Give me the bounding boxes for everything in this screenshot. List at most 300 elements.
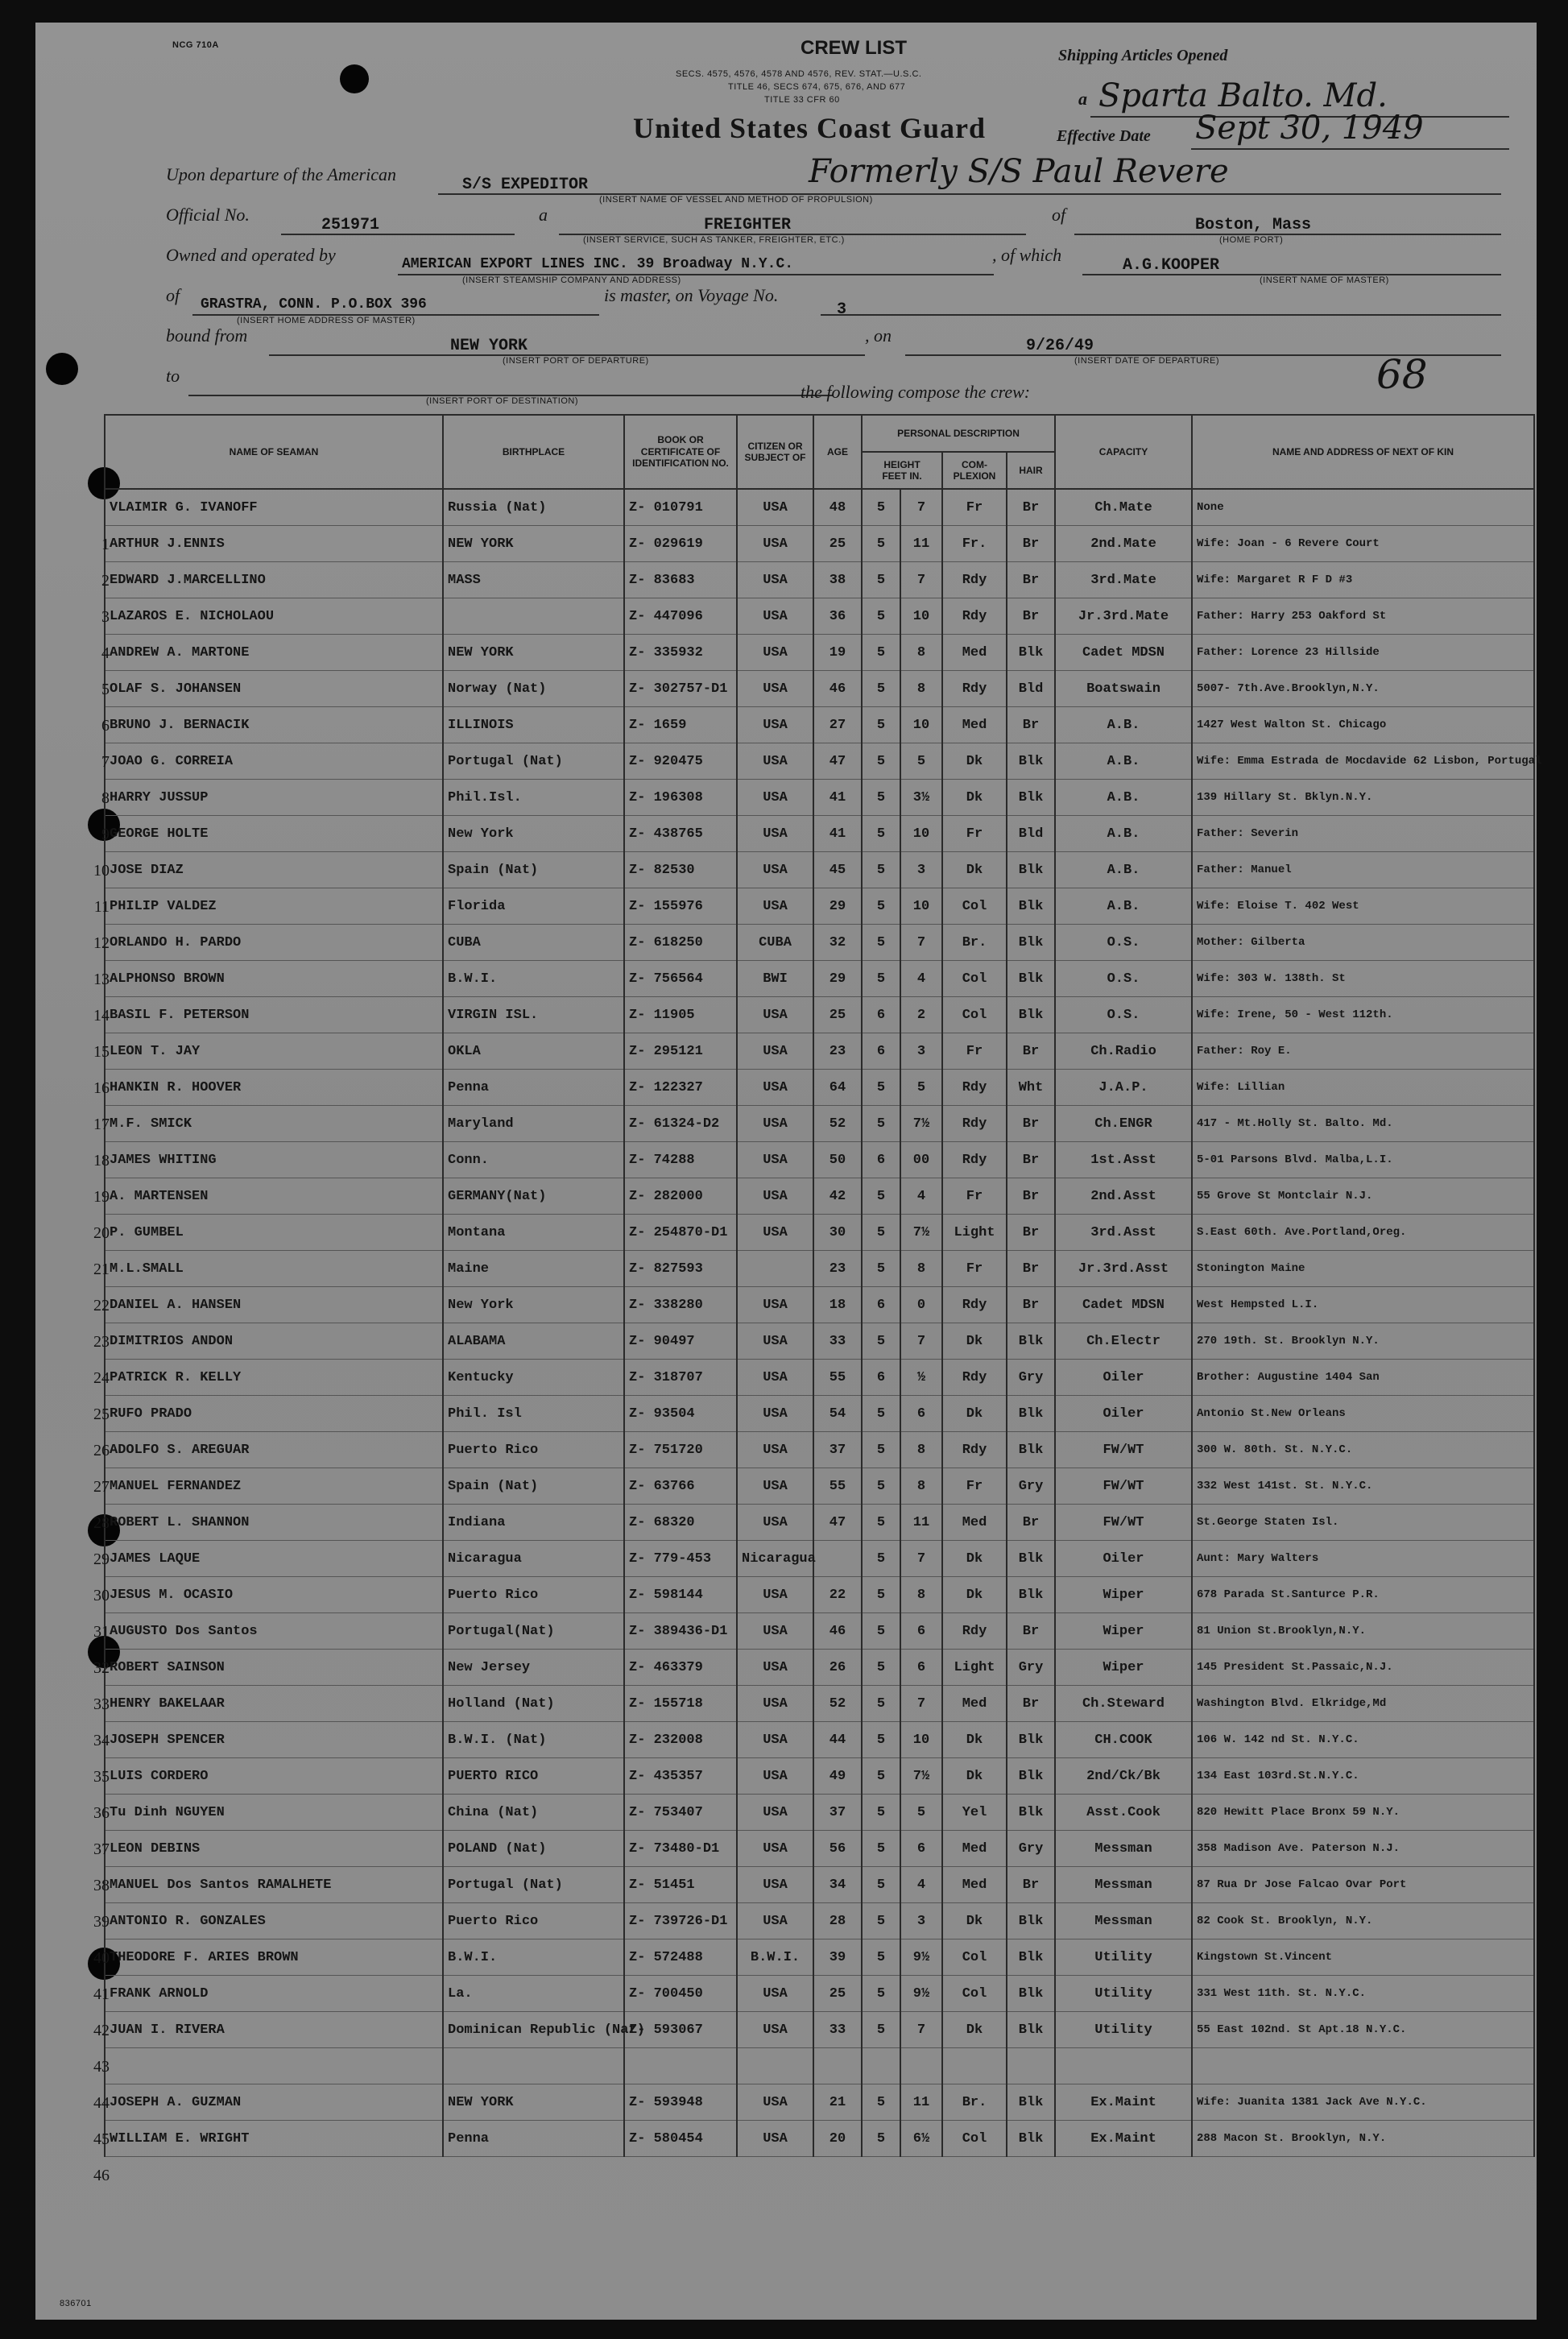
age-cell: 44 (813, 1722, 862, 1758)
age-cell: 41 (813, 780, 862, 816)
seaman-name-cell: THEODORE F. ARIES BROWN (105, 1940, 443, 1976)
hair-cell: Blk (1007, 2012, 1055, 2048)
capacity-cell: Utility (1055, 1976, 1192, 2012)
birthplace-cell: Holland (Nat) (443, 1686, 624, 1722)
age-cell: 29 (813, 888, 862, 925)
on-label: , on (865, 325, 892, 346)
next-of-kin-cell: 332 West 141st. St. N.Y.C. (1192, 1468, 1534, 1505)
height-feet-cell: 5 (862, 816, 900, 852)
age-cell: 54 (813, 1396, 862, 1432)
next-of-kin-cell: 134 East 103rd.St.N.Y.C. (1192, 1758, 1534, 1795)
book-number-cell: Z- 302757-D1 (624, 671, 737, 707)
height-feet-cell: 5 (862, 1178, 900, 1215)
birthplace-cell (443, 598, 624, 635)
birthplace-cell: CUBA (443, 925, 624, 961)
bound-from-hint: (INSERT PORT OF DEPARTURE) (503, 356, 649, 366)
citizenship-cell: CUBA (737, 925, 813, 961)
height-feet-cell: 5 (862, 1795, 900, 1831)
age-cell: 46 (813, 671, 862, 707)
age-cell: 48 (813, 489, 862, 526)
capacity-cell: Messman (1055, 1903, 1192, 1940)
capacity-cell: A.B. (1055, 707, 1192, 743)
birthplace-cell: Puerto Rico (443, 1432, 624, 1468)
row-number: 43 (93, 2058, 110, 2076)
capacity-cell: Ch.ENGR (1055, 1106, 1192, 1142)
age-cell: 49 (813, 1758, 862, 1795)
seaman-name-cell: RUFO PRADO (105, 1396, 443, 1432)
hair-cell: Br (1007, 1106, 1055, 1142)
hair-cell: Br (1007, 489, 1055, 526)
seaman-name-cell: HARRY JUSSUP (105, 780, 443, 816)
owned-label: Owned and operated by (166, 245, 336, 265)
seaman-name-cell: ARTHUR J.ENNIS (105, 526, 443, 562)
table-row (105, 598, 1534, 635)
book-number-cell: Z- 338280 (624, 1287, 737, 1323)
voyage-number: 3 (837, 300, 847, 319)
birthplace-cell: Spain (Nat) (443, 1468, 624, 1505)
hair-cell: Blk (1007, 888, 1055, 925)
capacity-cell: A.B. (1055, 816, 1192, 852)
hair-cell: Blk (1007, 925, 1055, 961)
table-row (105, 562, 1534, 598)
age-cell: 27 (813, 707, 862, 743)
age-cell (813, 2048, 862, 2084)
complexion-cell: Med (942, 1505, 1007, 1541)
row-number: 19 (93, 1188, 110, 1206)
birthplace-cell: New York (443, 1287, 624, 1323)
hair-cell: Blk (1007, 997, 1055, 1033)
table-row (105, 1178, 1534, 1215)
height-feet-cell: 6 (862, 1033, 900, 1070)
row-number: 25 (93, 1405, 110, 1423)
capacity-cell: Ch.Mate (1055, 489, 1192, 526)
next-of-kin-cell: Wife: Joan - 6 Revere Court (1192, 526, 1534, 562)
capacity-cell: O.S. (1055, 997, 1192, 1033)
complexion-cell: Fr (942, 1178, 1007, 1215)
height-feet-cell: 5 (862, 1106, 900, 1142)
age-cell: 30 (813, 1215, 862, 1251)
to-hint: (INSERT PORT OF DESTINATION) (426, 396, 579, 406)
citizenship-cell: USA (737, 1831, 813, 1867)
row-number: 22 (93, 1297, 110, 1314)
hair-cell: Br (1007, 1867, 1055, 1903)
seaman-name-cell: P. GUMBEL (105, 1215, 443, 1251)
height-inches-cell: 5 (900, 1070, 942, 1106)
citizenship-cell: USA (737, 1577, 813, 1613)
next-of-kin-cell: Wife: Lillian (1192, 1070, 1534, 1106)
height-feet-cell: 5 (862, 1940, 900, 1976)
seaman-name-cell: FRANK ARNOLD (105, 1976, 443, 2012)
hair-cell: Gry (1007, 1831, 1055, 1867)
table-row (105, 1287, 1534, 1323)
book-number-cell: Z- 196308 (624, 780, 737, 816)
hair-cell: Blk (1007, 1577, 1055, 1613)
seaman-name-cell: JAMES WHITING (105, 1142, 443, 1178)
age-cell: 32 (813, 925, 862, 961)
height-feet-cell: 5 (862, 1831, 900, 1867)
citizenship-cell: USA (737, 1215, 813, 1251)
height-feet-cell: 5 (862, 598, 900, 635)
age-cell: 22 (813, 1577, 862, 1613)
capacity-cell: Oiler (1055, 1396, 1192, 1432)
citizenship-cell: USA (737, 1505, 813, 1541)
complexion-cell: Rdy (942, 562, 1007, 598)
birthplace-cell (443, 2048, 624, 2084)
height-feet-cell: 5 (862, 1505, 900, 1541)
book-number-cell: Z- 463379 (624, 1650, 737, 1686)
capacity-cell: Messman (1055, 1831, 1192, 1867)
height-feet-cell: 5 (862, 526, 900, 562)
col-header-age: AGE (813, 415, 862, 489)
citizenship-cell: USA (737, 1432, 813, 1468)
row-number: 8 (101, 789, 110, 807)
height-inches-cell: 6 (900, 1396, 942, 1432)
birthplace-cell: Portugal(Nat) (443, 1613, 624, 1650)
next-of-kin-cell: Wife: Margaret R F D #3 (1192, 562, 1534, 598)
age-cell: 41 (813, 816, 862, 852)
capacity-cell: Messman (1055, 1867, 1192, 1903)
birthplace-cell: POLAND (Nat) (443, 1831, 624, 1867)
table-row (105, 961, 1534, 997)
next-of-kin-cell: 55 Grove St Montclair N.J. (1192, 1178, 1534, 1215)
compose-label: the following compose the crew: (801, 382, 1031, 402)
row-number-column (85, 527, 110, 2194)
citizenship-cell: USA (737, 1650, 813, 1686)
citizenship-cell: USA (737, 489, 813, 526)
book-number-cell: Z- 753407 (624, 1795, 737, 1831)
citizenship-cell: USA (737, 1287, 813, 1323)
height-feet-cell: 6 (862, 997, 900, 1033)
row-number: 37 (93, 1840, 110, 1858)
vessel-name: S/S EXPEDITOR (462, 176, 589, 194)
col-header-citizen: CITIZEN OR SUBJECT OF (737, 415, 813, 489)
age-cell: 55 (813, 1468, 862, 1505)
birthplace-cell: VIRGIN ISL. (443, 997, 624, 1033)
complexion-cell: Br. (942, 2084, 1007, 2121)
book-number-cell: Z- 63766 (624, 1468, 737, 1505)
capacity-cell: Cadet MDSN (1055, 635, 1192, 671)
complexion-cell: Col (942, 1940, 1007, 1976)
height-inches-cell: 7½ (900, 1106, 942, 1142)
bound-label: bound from (166, 325, 248, 346)
table-row (105, 2084, 1534, 2121)
to-label: to (166, 366, 180, 386)
row-number: 40 (93, 1949, 110, 1967)
height-inches-cell: 10 (900, 707, 942, 743)
crew-table (104, 414, 1542, 2157)
of2-label: of (166, 285, 180, 305)
citizenship-cell: USA (737, 707, 813, 743)
table-row (105, 1758, 1534, 1795)
age-cell: 47 (813, 743, 862, 780)
bound-from-value: NEW YORK (450, 337, 528, 355)
table-row (105, 1505, 1534, 1541)
height-inches-cell: ½ (900, 1360, 942, 1396)
capacity-cell: A.B. (1055, 743, 1192, 780)
height-feet-cell: 5 (862, 635, 900, 671)
table-row (105, 852, 1534, 888)
capacity-cell: Asst.Cook (1055, 1795, 1192, 1831)
row-number: 26 (93, 1442, 110, 1459)
table-row (105, 1650, 1534, 1686)
table-row (105, 1033, 1534, 1070)
departure-date: 9/26/49 (1026, 337, 1094, 355)
seaman-name-cell: VLAIMIR G. IVANOFF (105, 489, 443, 526)
citizenship-cell: USA (737, 743, 813, 780)
height-feet-cell: 5 (862, 2012, 900, 2048)
book-number-cell: Z- 155718 (624, 1686, 737, 1722)
hair-cell: Wht (1007, 1070, 1055, 1106)
complexion-cell: Fr (942, 816, 1007, 852)
citizenship-cell: Nicaragua (737, 1541, 813, 1577)
row-number: 28 (93, 1514, 110, 1532)
complexion-cell: Rdy (942, 1070, 1007, 1106)
hair-cell: Blk (1007, 1758, 1055, 1795)
hair-cell: Br (1007, 1287, 1055, 1323)
capacity-cell: Ch.Steward (1055, 1686, 1192, 1722)
complexion-cell: Rdy (942, 1432, 1007, 1468)
capacity-cell: Ch.Electr (1055, 1323, 1192, 1360)
table-row (105, 1251, 1534, 1287)
table-row (105, 2048, 1534, 2084)
height-feet-cell: 5 (862, 1468, 900, 1505)
table-row (105, 1323, 1534, 1360)
hair-cell: Gry (1007, 1468, 1055, 1505)
hair-cell: Blk (1007, 2121, 1055, 2157)
table-row (105, 1976, 1534, 2012)
seaman-name-cell: Tu Dinh NGUYEN (105, 1795, 443, 1831)
book-number-cell: Z- 93504 (624, 1396, 737, 1432)
seaman-name-cell: JESUS M. OCASIO (105, 1577, 443, 1613)
complexion-cell: Rdy (942, 1142, 1007, 1178)
book-number-cell: Z- 751720 (624, 1432, 737, 1468)
seaman-name-cell: MANUEL FERNANDEZ (105, 1468, 443, 1505)
height-inches-cell: 3 (900, 1903, 942, 1940)
birthplace-cell: PUERTO RICO (443, 1758, 624, 1795)
row-number: 10 (93, 862, 110, 880)
age-cell: 34 (813, 1867, 862, 1903)
book-number-cell: Z- 447096 (624, 598, 737, 635)
service-value: FREIGHTER (704, 216, 792, 234)
hair-cell: Bld (1007, 671, 1055, 707)
hair-cell: Bld (1007, 816, 1055, 852)
book-number-cell: Z- 580454 (624, 2121, 737, 2157)
citizenship-cell: B.W.I. (737, 1940, 813, 1976)
capacity-cell: A.B. (1055, 780, 1192, 816)
next-of-kin-cell: 1427 West Walton St. Chicago (1192, 707, 1534, 743)
col-header-kin: NAME AND ADDRESS OF NEXT OF KIN (1192, 415, 1534, 489)
height-inches-cell: 7 (900, 562, 942, 598)
age-cell: 26 (813, 1650, 862, 1686)
col-header-complexion: COM-PLEXION (942, 452, 1007, 489)
height-inches-cell: 10 (900, 888, 942, 925)
next-of-kin-cell: West Hempsted L.I. (1192, 1287, 1534, 1323)
complexion-cell: Br. (942, 925, 1007, 961)
table-row (105, 489, 1534, 526)
birthplace-cell: Phil. Isl (443, 1396, 624, 1432)
next-of-kin-cell: Father: Roy E. (1192, 1033, 1534, 1070)
citizenship-cell: USA (737, 2084, 813, 2121)
next-of-kin-cell: 678 Parada St.Santurce P.R. (1192, 1577, 1534, 1613)
book-number-cell: Z- 122327 (624, 1070, 737, 1106)
citizenship-cell: USA (737, 671, 813, 707)
next-of-kin-cell: Father: Severin (1192, 816, 1534, 852)
height-feet-cell: 5 (862, 707, 900, 743)
effective-date-label: Effective Date (1057, 127, 1151, 145)
height-feet-cell: 5 (862, 1577, 900, 1613)
height-inches-cell: 8 (900, 635, 942, 671)
complexion-cell: Col (942, 2121, 1007, 2157)
seaman-name-cell: GEORGE HOLTE (105, 816, 443, 852)
next-of-kin-cell: Wife: 303 W. 138th. St (1192, 961, 1534, 997)
hair-cell (1007, 2048, 1055, 2084)
voyage-label: is master, on Voyage No. (604, 285, 779, 305)
next-of-kin-cell: 5007- 7th.Ave.Brooklyn,N.Y. (1192, 671, 1534, 707)
age-cell: 33 (813, 2012, 862, 2048)
seaman-name-cell: JOSEPH A. GUZMAN (105, 2084, 443, 2121)
row-number: 44 (93, 2094, 110, 2112)
capacity-cell: 2nd.Mate (1055, 526, 1192, 562)
row-number: 14 (93, 1007, 110, 1025)
table-row (105, 526, 1534, 562)
seaman-name-cell: AUGUSTO Dos Santos (105, 1613, 443, 1650)
table-row (105, 1903, 1534, 1940)
height-inches-cell: 3 (900, 852, 942, 888)
citizenship-cell: USA (737, 780, 813, 816)
next-of-kin-cell: Washington Blvd. Elkridge,Md (1192, 1686, 1534, 1722)
capacity-cell: Utility (1055, 1940, 1192, 1976)
of-label: of (1052, 205, 1066, 225)
next-of-kin-cell: 81 Union St.Brooklyn,N.Y. (1192, 1613, 1534, 1650)
hair-cell: Br (1007, 1505, 1055, 1541)
row-number: 21 (93, 1261, 110, 1278)
complexion-cell: Rdy (942, 1106, 1007, 1142)
seaman-name-cell: PHILIP VALDEZ (105, 888, 443, 925)
capacity-cell: J.A.P. (1055, 1070, 1192, 1106)
capacity-cell: A.B. (1055, 888, 1192, 925)
hair-cell: Br (1007, 598, 1055, 635)
complexion-cell: Dk (942, 852, 1007, 888)
birthplace-cell: La. (443, 1976, 624, 2012)
row-number: 46 (93, 2167, 110, 2184)
book-number-cell (624, 2048, 737, 2084)
height-feet-cell: 5 (862, 1396, 900, 1432)
master-name-hint: (INSERT NAME OF MASTER) (1260, 275, 1389, 285)
capacity-cell: 2nd.Asst (1055, 1178, 1192, 1215)
col-header-personal: PERSONAL DESCRIPTION (862, 415, 1055, 452)
age-cell: 25 (813, 1976, 862, 2012)
citizenship-cell: USA (737, 598, 813, 635)
col-header-book: BOOK OR CERTIFICATE OF IDENTIFICATION NO. (624, 415, 737, 489)
capacity-cell: Utility (1055, 2012, 1192, 2048)
next-of-kin-cell: Wife: Eloise T. 402 West (1192, 888, 1534, 925)
departure-label: Upon departure of the American (166, 164, 396, 184)
row-number: 16 (93, 1079, 110, 1097)
book-number-cell: Z- 756564 (624, 961, 737, 997)
height-inches-cell: 6 (900, 1650, 942, 1686)
height-inches-cell: 4 (900, 1178, 942, 1215)
height-inches-cell: 7½ (900, 1758, 942, 1795)
master-address: GRASTRA, CONN. P.O.BOX 396 (201, 296, 427, 313)
row-number: 42 (93, 2022, 110, 2039)
height-inches-cell: 00 (900, 1142, 942, 1178)
hair-cell: Blk (1007, 1432, 1055, 1468)
hair-cell: Br (1007, 1142, 1055, 1178)
height-feet-cell: 6 (862, 1360, 900, 1396)
height-feet-cell: 5 (862, 671, 900, 707)
book-number-cell: Z- 700450 (624, 1976, 737, 2012)
next-of-kin-cell: Aunt: Mary Walters (1192, 1541, 1534, 1577)
row-number: 30 (93, 1587, 110, 1604)
row-number: 11 (93, 898, 110, 916)
hair-cell: Gry (1007, 1650, 1055, 1686)
height-feet-cell: 5 (862, 2121, 900, 2157)
complexion-cell: Rdy (942, 1287, 1007, 1323)
birthplace-cell: NEW YORK (443, 635, 624, 671)
hair-cell: Blk (1007, 852, 1055, 888)
hair-cell: Br (1007, 526, 1055, 562)
table-row (105, 780, 1534, 816)
citizenship-cell: USA (737, 888, 813, 925)
form-number: NCG 710A (172, 40, 219, 50)
age-cell: 50 (813, 1142, 862, 1178)
capacity-cell: Jr.3rd.Asst (1055, 1251, 1192, 1287)
citizenship-cell (737, 1251, 813, 1287)
age-cell: 25 (813, 997, 862, 1033)
birthplace-cell: Puerto Rico (443, 1577, 624, 1613)
citizenship-cell: USA (737, 1867, 813, 1903)
birthplace-cell: NEW YORK (443, 526, 624, 562)
next-of-kin-cell: 145 President St.Passaic,N.J. (1192, 1650, 1534, 1686)
book-number-cell: Z- 83683 (624, 562, 737, 598)
table-row (105, 1106, 1534, 1142)
book-number-cell: Z- 1659 (624, 707, 737, 743)
height-feet-cell: 5 (862, 1650, 900, 1686)
master-name: A.G.KOOPER (1123, 256, 1220, 275)
height-feet-cell: 5 (862, 1323, 900, 1360)
height-feet-cell: 5 (862, 1613, 900, 1650)
birthplace-cell: Portugal (Nat) (443, 1867, 624, 1903)
height-feet-cell: 5 (862, 1251, 900, 1287)
table-row (105, 1867, 1534, 1903)
capacity-cell: Jr.3rd.Mate (1055, 598, 1192, 635)
birthplace-cell: ALABAMA (443, 1323, 624, 1360)
height-inches-cell: 3½ (900, 780, 942, 816)
next-of-kin-cell: Brother: Augustine 1404 San (1192, 1360, 1534, 1396)
birthplace-cell: New York (443, 816, 624, 852)
official-label: Official No. (166, 205, 250, 225)
row-number: 24 (93, 1369, 110, 1387)
birthplace-cell: ILLINOIS (443, 707, 624, 743)
row-number: 5 (101, 681, 110, 698)
book-number-cell: Z- 51451 (624, 1867, 737, 1903)
row-number: 36 (93, 1804, 110, 1822)
hair-cell: Blk (1007, 1722, 1055, 1758)
height-feet-cell: 6 (862, 1142, 900, 1178)
book-number-cell: Z- 598144 (624, 1577, 737, 1613)
seaman-name-cell: JOSEPH SPENCER (105, 1722, 443, 1758)
citizenship-cell: BWI (737, 961, 813, 997)
next-of-kin-cell: None (1192, 489, 1534, 526)
seaman-name-cell: BASIL F. PETERSON (105, 997, 443, 1033)
birthplace-cell: Spain (Nat) (443, 852, 624, 888)
age-cell: 52 (813, 1106, 862, 1142)
birthplace-cell: Maine (443, 1251, 624, 1287)
capacity-cell: 1st.Asst (1055, 1142, 1192, 1178)
book-number-cell: Z- 11905 (624, 997, 737, 1033)
birthplace-cell: Florida (443, 888, 624, 925)
hair-cell: Blk (1007, 1323, 1055, 1360)
